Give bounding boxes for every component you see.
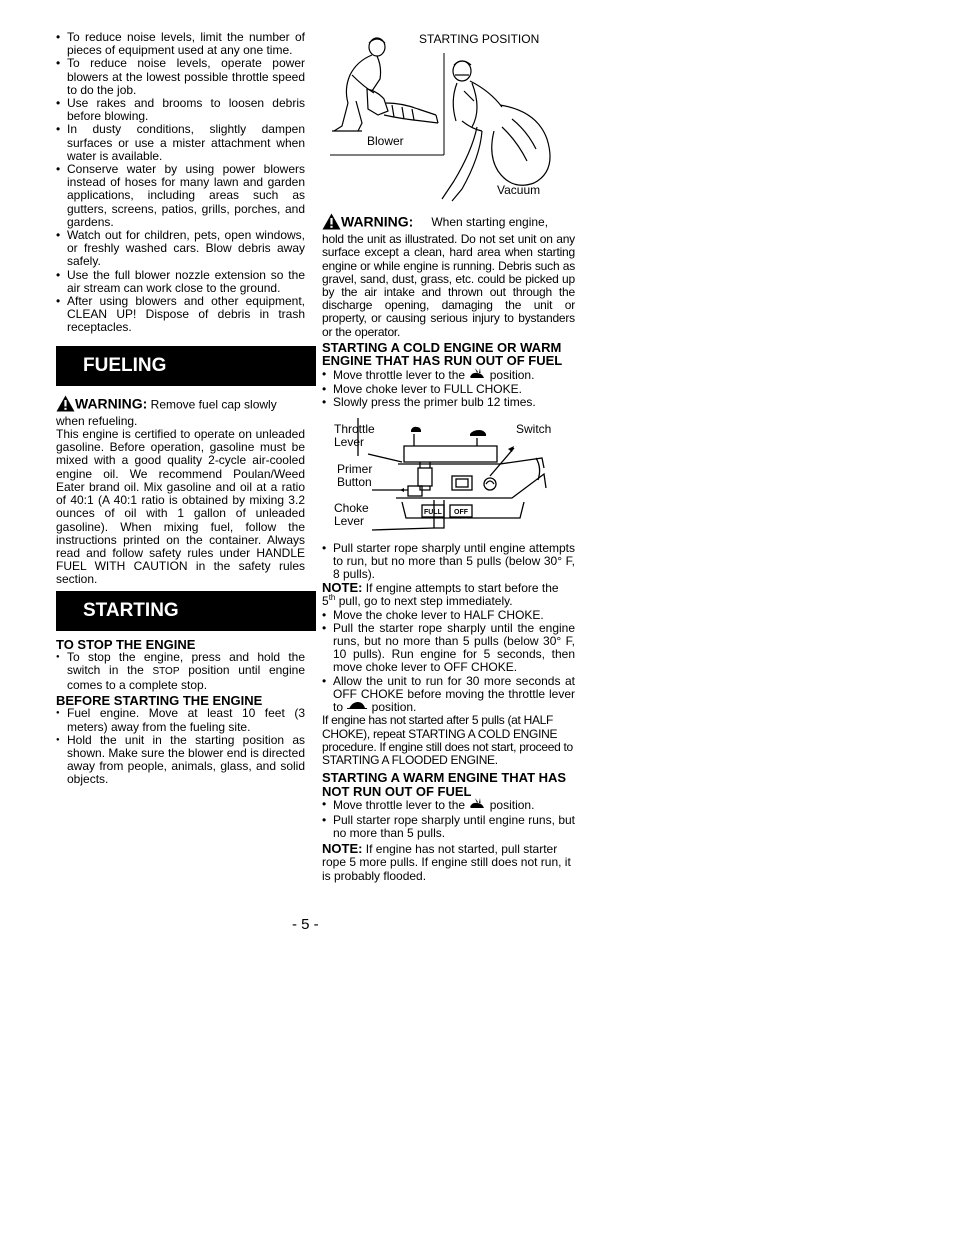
starting-banner: STARTING <box>56 591 316 631</box>
before-starting-list <box>56 707 305 786</box>
note-text: If engine attempts to start before the 5 <box>322 581 559 609</box>
list-item: • Watch out for children, pets, open windows, or freshly washed cars. Blow debris away safely. <box>56 229 305 269</box>
fuel-warning-title: WARNING: <box>75 394 148 411</box>
rabbit-fast-icon <box>468 798 486 813</box>
warm-engine-list <box>322 798 575 840</box>
cold-item-text: Move throttle lever to the <box>333 367 469 382</box>
list-item <box>322 396 575 409</box>
note-1 <box>322 581 575 608</box>
cold-item-text: Move choke lever to FULL CHOKE. <box>333 382 522 397</box>
list-item <box>322 675 575 715</box>
stop-text-b: position until engine comes to a complete stop. <box>67 663 305 692</box>
list-item <box>322 368 575 383</box>
list-item: • Move the choke lever to HALF CHOKE. <box>322 609 575 622</box>
list-item: • In dusty conditions, slightly dampen surfaces or use a mister attachment when water is available. <box>56 123 305 163</box>
turtle-slow-icon <box>346 701 368 714</box>
list-item: ● Fuel engine. Move at least 10 feet (3 meters) away from the fueling site. <box>56 707 305 733</box>
pull-list <box>322 542 575 582</box>
noise-tips-list <box>56 31 305 335</box>
note-label: NOTE: <box>322 580 363 596</box>
list-item: • Use rakes and brooms to loosen debris before blowing. <box>56 97 305 123</box>
list-item: • Pull the starter rope sharply until the engine runs, but no more than 5 pulls (below 30° F, 10 pulls). Run engine for 5 seconds, then move choke lever to OFF CHOKE. <box>322 622 575 675</box>
warning-triangle-icon <box>322 213 341 233</box>
left-column <box>56 31 305 787</box>
blower-label: Blower <box>367 134 404 148</box>
throttle-lever-label: Throttle Lever <box>334 421 375 449</box>
list-item <box>322 814 575 840</box>
warm-item-text: Pull starter rope sharply until engine runs, but no more than 5 pulls. <box>333 812 575 840</box>
stop-engine-heading: TO STOP THE ENGINE <box>56 636 196 652</box>
rabbit-fast-icon <box>468 368 486 383</box>
list-item: • Use the full blower nozzle extension so the air stream can work close to the ground. <box>56 269 305 295</box>
start-warning <box>322 213 575 233</box>
warm-engine-heading: STARTING A WARM ENGINE THAT HAS NOT RUN OUT OF FUEL <box>322 770 567 799</box>
start-warning-title: WARNING: <box>341 213 414 230</box>
flood-text: If engine has not started after 5 pulls (at HALF CHOKE), repeat STARTING A COLD ENGINE procedure. If engine still does not start, proceed to STARTING A FLOODED ENGINE. <box>322 713 573 768</box>
cold-engine-heading: STARTING A COLD ENGINE OR WARM ENGINE THAT HAS RUN OUT OF FUEL <box>322 339 563 369</box>
off-choke-mark: OFF <box>454 508 468 516</box>
note-sup: th <box>328 593 336 603</box>
list-item: • After using blowers and other equipment, CLEAN UP! Dispose of debris in trash receptacles. <box>56 295 305 335</box>
stop-engine-list <box>56 651 305 692</box>
vacuum-label: Vacuum <box>497 183 541 197</box>
note-text: If engine has not started, pull starter rope 5 more pulls. If engine still does not run, it is probably flooded. <box>322 842 571 883</box>
cold-item-text: Slowly press the primer bulb 12 times. <box>333 395 536 410</box>
starting-position-label: STARTING POSITION <box>419 32 540 46</box>
engine-controls-figure <box>322 418 575 538</box>
fuel-warning-lead: Remove fuel cap slowly when refueling. <box>56 396 277 428</box>
list-item: ● Hold the unit in the starting position as shown. Make sure the blower end is directed away from people, animals, glass, and solid objects. <box>56 734 305 787</box>
fuel-body: This engine is certified to operate on unleaded gasoline. Before operation, gasoline must be mixed with a good quality 2-cycle air-cooled engine oil. We recommend Poulan/Weed Eater brand oil. Mix gasoline and oil at a ratio of 40:1 (A 40:1 ratio is obtained by mixing 3.2 ounces of oil with 1 gallon of unleaded gasoline). When mixing fuel, follow the instructions printed on the container. Always read and follow safety rules under HANDLE FUEL WITH CAUTION in the safety rules section. <box>56 427 305 587</box>
cold-engine-list <box>322 368 575 410</box>
primer-button-label: Primer Button <box>337 461 373 489</box>
stop-word: STOP <box>152 666 180 678</box>
switch-label: Switch <box>516 421 552 436</box>
note-text: pull, go to next step immediately. <box>335 594 513 609</box>
list-item: • Conserve water by using power blowers instead of hoses for many lawn and garden applications, including areas such as gutters, screens, patios, grills, porches, and gardens. <box>56 163 305 229</box>
cold-item-text: position. <box>486 367 535 382</box>
start-warning-lead: When starting engine, <box>431 215 549 230</box>
full-choke-mark: FULL <box>424 508 442 516</box>
list-item <box>322 798 575 813</box>
warm-item-text: position. <box>486 798 535 813</box>
before-starting-heading: BEFORE STARTING THE ENGINE <box>56 692 263 708</box>
choke-lever-label: Choke Lever <box>334 500 369 528</box>
list-item: • To reduce noise levels, operate power blowers at the lowest possible throttle speed to do the job. <box>56 57 305 97</box>
stop-text-a: To stop the engine, press and hold the switch in the <box>67 650 305 678</box>
list-item: • To reduce noise levels, limit the number of pieces of equipment used at any one time. <box>56 31 305 57</box>
start-warning-body: hold the unit as illustrated. Do not set unit on any surface except a clean, hard area when starting engine or while engine is running. Debris such as gravel, sand, dust, grass, etc. could be picked up by the air intake and thrown out through the discharge opening, damaging the unit or property, or causing serious injury to bystanders or the operator. <box>322 232 575 339</box>
list-item: • Pull starter rope sharply until engine attempts to run, but no more than 5 pulls (below 30° F, 8 pulls). <box>322 542 575 582</box>
allow-text: Allow the unit to run for 30 more seconds at OFF CHOKE before moving the throttle lever to <box>333 673 575 715</box>
page-number: - 5 - <box>292 916 319 933</box>
note-2 <box>322 842 575 883</box>
fueling-banner: FUELING <box>56 346 316 386</box>
starting-position-figure <box>322 31 575 203</box>
right-column <box>322 31 575 883</box>
warm-item-text: Move throttle lever to the <box>333 798 469 813</box>
fuel-warning <box>56 395 305 428</box>
half-choke-list <box>322 609 575 715</box>
allow-text: position. <box>368 700 417 715</box>
list-item <box>56 651 305 692</box>
warning-triangle-icon <box>56 395 75 415</box>
starting-position-illustration <box>322 31 575 203</box>
note-label: NOTE: <box>322 841 363 857</box>
